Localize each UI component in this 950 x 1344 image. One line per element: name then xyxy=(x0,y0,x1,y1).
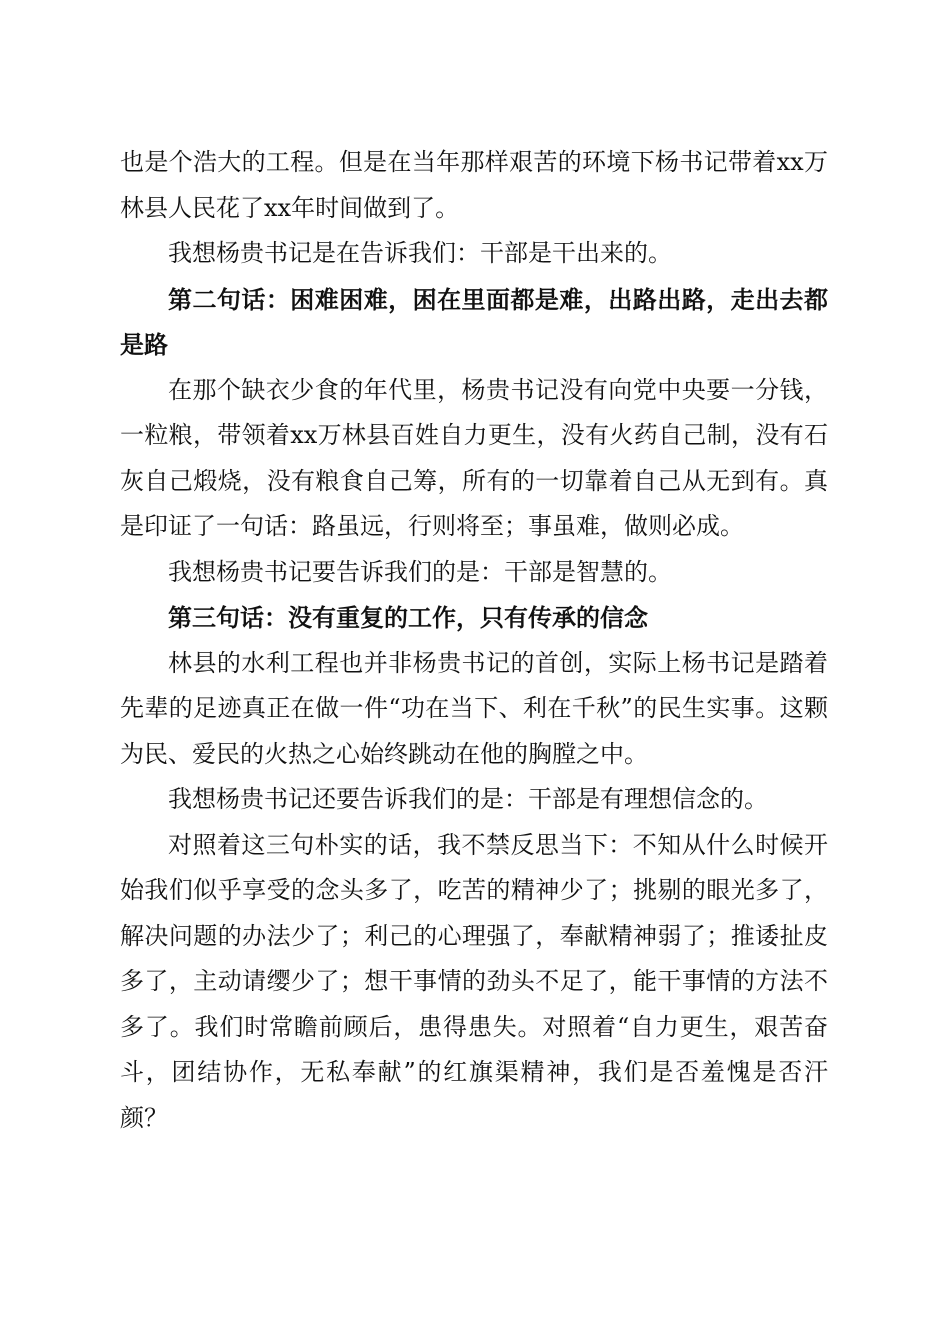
document-body xyxy=(120,140,828,1141)
paragraph-conclusion-2: 我想杨贵书记要告诉我们的是：干部是智慧的。 xyxy=(168,557,672,586)
section-heading-3: 第三句话：没有重复的工作，只有传承的信念 xyxy=(168,603,648,632)
paragraph-reflection: 对照着这三句朴实的话，我不禁反思当下：不知从什么时候开始我们似乎享受的念头多了，吃苦的精神少了；挑剔的眼光多了，解决问题的办法少了；利己的心理强了，奉献精神弱了；推诿扯皮多了，主动请缨少了；想干事情的劲头不足了，能干事情的方法不多了。我们时常瞻前顾后，患得患失。对照着“自力更生，艰苦奋斗，团结协作，无私奉献”的红旗渠精神，我们是否羞愧是否汗颜？ xyxy=(120,830,828,1132)
paragraph-section-2: 在那个缺衣少食的年代里，杨贵书记没有向党中央要一分钱，一粒粮，带领着xx万林县百姓自力更生，没有火药自己制，没有石灰自己煅烧，没有粮食自己筹，所有的一切靠着自己从无到有。真是印证了一句话：路虽远，行则将至；事虽难，做则必成。 xyxy=(120,375,828,540)
section-heading-2: 第二句话：困难困难，困在里面都是难，出路出路，走出去都是路 xyxy=(120,284,828,359)
paragraph-continuation: 也是个浩大的工程。但是在当年那样艰苦的环境下杨书记带着xx万林县人民花了xx年时间做到了。 xyxy=(120,148,828,222)
paragraph-conclusion-1: 我想杨贵书记是在告诉我们：干部是干出来的。 xyxy=(168,239,672,267)
paragraph-conclusion-3: 我想杨贵书记还要告诉我们的是：干部是有理想信念的。 xyxy=(168,785,768,813)
paragraph-section-3: 林县的水利工程也并非杨贵书记的首创，实际上杨书记是踏着先辈的足迹真正在做一件“功在当下、利在千秋”的民生实事。这颗为民、爱民的火热之心始终跳动在他的胸膛之中。 xyxy=(120,648,828,768)
